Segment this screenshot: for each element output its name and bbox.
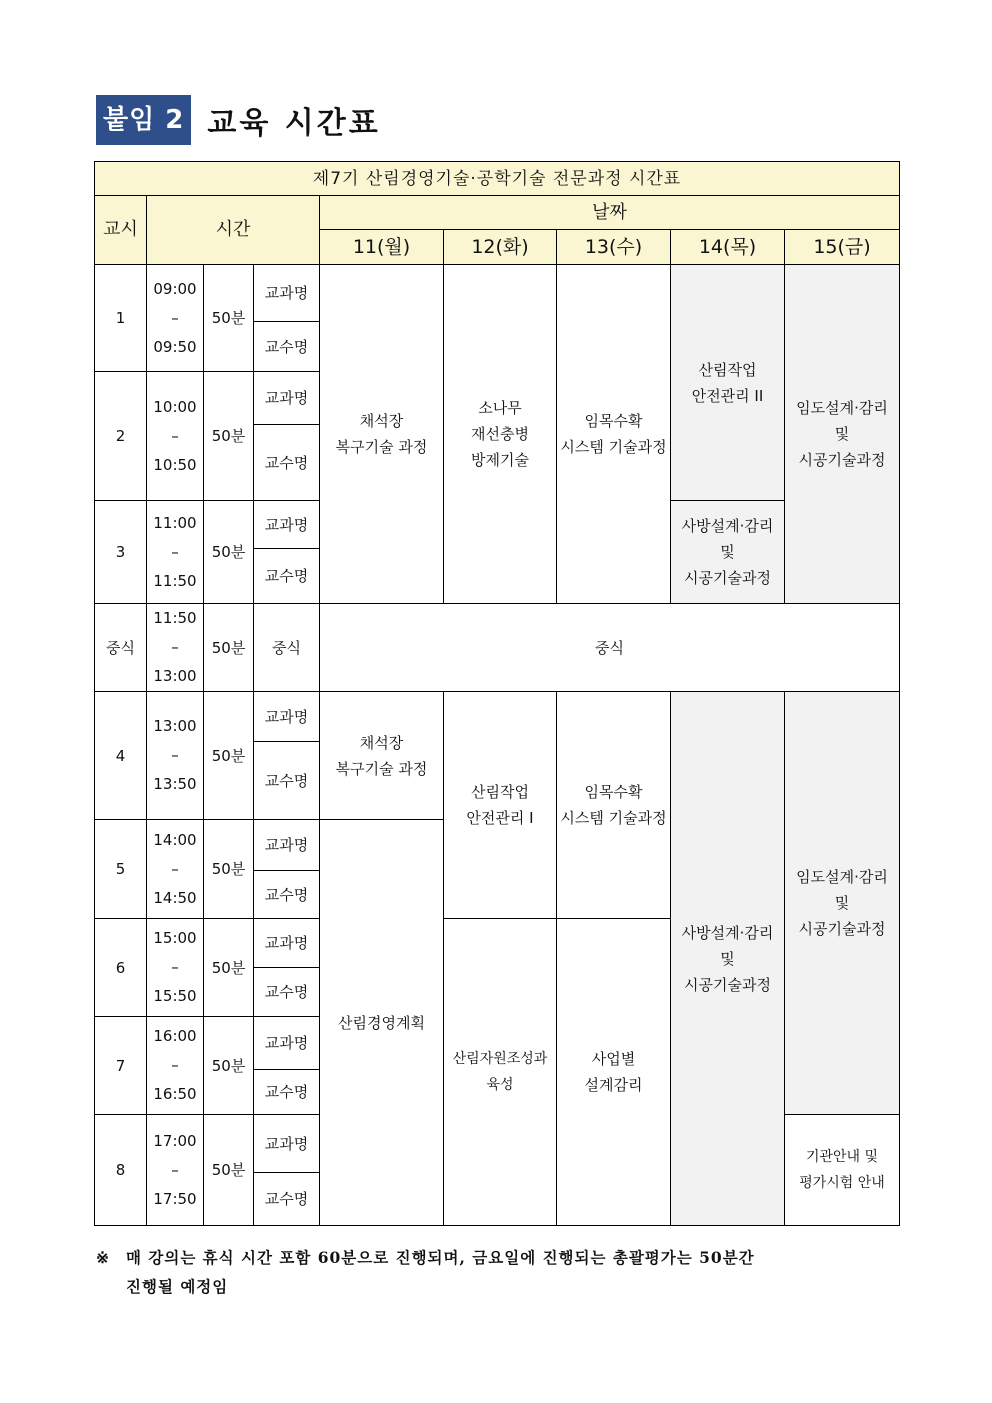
time-start: 17:00 xyxy=(153,1131,197,1150)
fri-period8-course: 기관안내 및 평가시험 안내 xyxy=(785,1115,900,1226)
instructor-label: 교수명 xyxy=(254,1173,320,1226)
time-end: 13:50 xyxy=(153,775,197,793)
time-range xyxy=(147,1115,204,1226)
reference-mark: ※ xyxy=(96,1248,110,1267)
mon-period4-course: 채석장 복구기술 과정 xyxy=(320,692,444,820)
time-start: 16:00 xyxy=(153,1027,197,1045)
course-name-label: 교과명 xyxy=(254,1017,320,1070)
course-name-label: 교과명 xyxy=(254,265,320,322)
thu-morning-course-1: 산림작업 안전관리 II xyxy=(671,265,785,501)
fri-morning-course: 임도설계·감리 및 시공기술과정 xyxy=(785,265,900,604)
time-start: 13:00 xyxy=(153,717,197,735)
time-end: 14:50 xyxy=(153,888,197,907)
time-dash: – xyxy=(171,1056,179,1074)
duration: 50분 xyxy=(204,501,254,604)
period-number: 2 xyxy=(95,372,147,501)
footnote-line-2: 진행될 예정임 xyxy=(126,1277,229,1296)
instructor-label: 교수명 xyxy=(254,968,320,1017)
course-name-label: 교과명 xyxy=(254,372,320,425)
time-dash: – xyxy=(171,638,179,656)
period-number: 1 xyxy=(95,265,147,372)
time-dash: – xyxy=(171,308,179,327)
duration: 50분 xyxy=(204,1017,254,1115)
period-number: 8 xyxy=(95,1115,147,1226)
day-header-wed: 13(수) xyxy=(557,230,671,265)
course-name-label: 교과명 xyxy=(254,501,320,549)
duration: 50분 xyxy=(204,820,254,919)
duration: 50분 xyxy=(204,692,254,820)
date-header: 날짜 xyxy=(320,196,900,230)
wed-afternoon-course-2: 사업별 설계감리 xyxy=(557,919,671,1226)
thu-morning-course-2: 사방설계·감리 및 시공기술과정 xyxy=(671,501,785,604)
time-end: 17:50 xyxy=(153,1189,197,1208)
time-start: 15:00 xyxy=(153,929,197,947)
period-number: 5 xyxy=(95,820,147,919)
time-end: 10:50 xyxy=(153,455,197,474)
duration: 50분 xyxy=(204,265,254,372)
instructor-label: 교수명 xyxy=(254,742,320,820)
time-dash: – xyxy=(171,746,179,764)
time-start: 11:50 xyxy=(153,609,197,627)
page-title: 교육 시간표 xyxy=(207,106,381,141)
period-number: 7 xyxy=(95,1017,147,1115)
instructor-label: 교수명 xyxy=(254,322,320,372)
instructor-label: 교수명 xyxy=(254,549,320,604)
thu-afternoon-course: 사방설계·감리 및 시공기술과정 xyxy=(671,692,785,1226)
time-range xyxy=(147,692,204,820)
time-start: 09:00 xyxy=(153,279,197,298)
course-name-label: 교과명 xyxy=(254,820,320,871)
footnote-line-1 xyxy=(96,1243,900,1272)
time-range xyxy=(147,372,204,501)
time-dash: – xyxy=(171,859,179,878)
wed-morning-course: 임목수확 시스템 기술과정 xyxy=(557,265,671,604)
time-start: 10:00 xyxy=(153,397,197,416)
time-end: 09:50 xyxy=(153,337,197,356)
time-range xyxy=(147,820,204,919)
duration: 50분 xyxy=(204,919,254,1017)
time-start: 14:00 xyxy=(153,830,197,849)
wed-afternoon-course-1: 임목수확 시스템 기술과정 xyxy=(557,692,671,919)
time-range xyxy=(147,1017,204,1115)
lunch-label: 중식 xyxy=(254,604,320,692)
time-end: 13:00 xyxy=(153,667,197,685)
schedule-banner: 제7기 산림경영기술·공학기술 전문과정 시간표 xyxy=(95,162,900,196)
course-name-label: 교과명 xyxy=(254,1115,320,1173)
period-number: 3 xyxy=(95,501,147,604)
mon-morning-course: 채석장 복구기술 과정 xyxy=(320,265,444,604)
fri-afternoon-course: 임도설계·감리 및 시공기술과정 xyxy=(785,692,900,1115)
tue-afternoon-course-2: 산림자원조성과 육성 xyxy=(444,919,557,1226)
time-range xyxy=(147,919,204,1017)
duration: 50분 xyxy=(204,604,254,692)
time-dash: – xyxy=(171,426,179,445)
day-header-tue: 12(화) xyxy=(444,230,557,265)
course-name-label: 교과명 xyxy=(254,692,320,742)
lunch-break: 중식 xyxy=(320,604,900,692)
time-range xyxy=(147,604,204,692)
schedule-table xyxy=(94,161,900,1226)
tue-morning-course: 소나무 재선충병 방제기술 xyxy=(444,265,557,604)
day-header-thu: 14(목) xyxy=(671,230,785,265)
time-header: 시간 xyxy=(147,196,320,265)
period-number: 4 xyxy=(95,692,147,820)
time-range xyxy=(147,501,204,604)
instructor-label: 교수명 xyxy=(254,1070,320,1115)
lunch-period: 중식 xyxy=(95,604,147,692)
tue-afternoon-course-1: 산림작업 안전관리 I xyxy=(444,692,557,919)
time-end: 16:50 xyxy=(153,1085,197,1103)
course-name-label: 교과명 xyxy=(254,919,320,968)
duration: 50분 xyxy=(204,372,254,501)
duration: 50분 xyxy=(204,1115,254,1226)
instructor-label: 교수명 xyxy=(254,871,320,919)
time-end: 11:50 xyxy=(153,571,197,590)
attachment-badge: 붙임 2 xyxy=(96,95,191,145)
footnote-text-1: 매 강의는 휴식 시간 포함 60분으로 진행되며, 금요일에 진행되는 총괄평가는 50분간 xyxy=(126,1248,755,1267)
instructor-label: 교수명 xyxy=(254,425,320,501)
period-header: 교시 xyxy=(95,196,147,265)
time-dash: – xyxy=(171,958,179,976)
mon-afternoon-course: 산림경영계획 xyxy=(320,820,444,1226)
time-start: 11:00 xyxy=(153,513,197,532)
time-dash: – xyxy=(171,542,179,561)
footnote xyxy=(96,1243,900,1301)
time-dash: – xyxy=(171,1160,179,1179)
page-heading xyxy=(96,95,381,145)
period-number: 6 xyxy=(95,919,147,1017)
day-header-mon: 11(월) xyxy=(320,230,444,265)
time-range xyxy=(147,265,204,372)
day-header-fri: 15(금) xyxy=(785,230,900,265)
time-end: 15:50 xyxy=(153,987,197,1005)
